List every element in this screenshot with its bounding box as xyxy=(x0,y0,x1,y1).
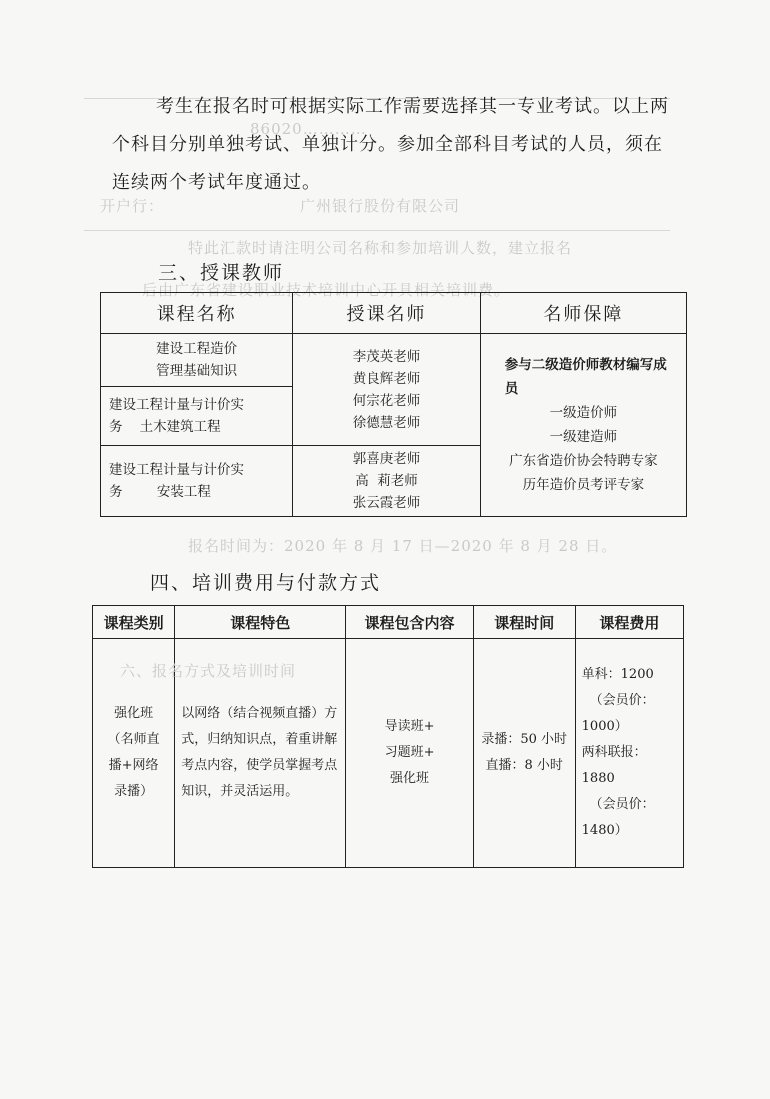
course-line: 建设工程造价 xyxy=(156,341,238,357)
category-line: 强化班 xyxy=(114,706,154,721)
content-line: 强化班 xyxy=(390,771,430,786)
bleed-text: 开户行： xyxy=(100,197,165,215)
table-header-row xyxy=(93,606,684,639)
header-cell: 课程特色 xyxy=(175,606,346,639)
section-heading-teachers: 三、授课教师 xyxy=(158,262,285,284)
header-cell: 课程费用 xyxy=(575,606,683,639)
teacher-name: 郭喜庚老师 xyxy=(352,451,421,467)
header-cell: 课程名称 xyxy=(101,293,293,334)
time-cell xyxy=(473,639,575,868)
guarantee-item: 一级建造师 xyxy=(549,429,618,445)
category-line: （名师直 xyxy=(107,732,160,747)
guarantee-item: 广东省造价协会特聘专家 xyxy=(509,453,658,469)
guarantee-item: 一级造价师 xyxy=(549,405,618,421)
fee-line: 两科联报： xyxy=(581,745,647,760)
fee-line: 1000） xyxy=(581,719,628,734)
course-line: 建设工程计量与计价实 xyxy=(109,462,244,478)
fee-line: （会员价： xyxy=(589,693,655,708)
teacher-name: 黄良辉老师 xyxy=(352,370,421,387)
bleed-text: 六、报名方式及培训时间 xyxy=(120,662,297,680)
bleed-rule xyxy=(84,230,670,231)
content-cell xyxy=(346,639,473,868)
teachers-cell xyxy=(293,446,481,517)
course-cell xyxy=(101,334,293,387)
course-line: 管理基础知识 xyxy=(156,363,238,379)
teacher-name: 李茂英老师 xyxy=(352,348,421,365)
teachers-cell xyxy=(293,334,481,446)
fee-line: 1880 xyxy=(581,771,615,786)
course-cell xyxy=(101,446,293,517)
table-row xyxy=(101,334,687,387)
header-cell: 授课名师 xyxy=(293,293,481,334)
teacher-name: 张云霞老师 xyxy=(352,495,421,511)
time-line: 直播：8 小时 xyxy=(485,758,563,773)
fee-line: 单科：1200 xyxy=(581,667,654,682)
bleed-text: 后由广东省建设职业技术培训中心开具相关培训费。 xyxy=(142,281,511,299)
fee-line: （会员价： xyxy=(589,797,655,812)
guarantee-cell xyxy=(480,334,686,517)
course-line: 务 土木建筑工程 xyxy=(109,419,221,435)
category-line: 录播） xyxy=(114,784,154,799)
bleed-text: 86020………… xyxy=(250,120,367,138)
teacher-name: 徐德慧老师 xyxy=(352,414,421,431)
course-line: 建设工程计量与计价实 xyxy=(109,397,244,413)
bleed-text: 特此汇款时请注明公司名称和参加培训人数，建立报名 xyxy=(188,239,573,257)
header-cell: 名师保障 xyxy=(480,293,686,334)
content-line: 导读班+ xyxy=(384,719,435,734)
course-cell xyxy=(101,387,293,446)
time-line: 录播：50 小时 xyxy=(481,732,568,747)
bleed-text: 广州银行股份有限公司 xyxy=(300,197,461,215)
content-line: 习题班+ xyxy=(384,745,435,760)
section-heading-fees: 四、培训费用与付款方式 xyxy=(150,572,382,594)
course-line: 务 安装工程 xyxy=(109,484,211,500)
fee-cell xyxy=(575,639,683,868)
feature-cell: 以网络（结合视频直播）方式，归纳知识点，着重讲解考点内容，使学员掌握考点知识，并灵活运用。 xyxy=(175,639,346,868)
table-header-row xyxy=(101,293,687,334)
bleed-text: 报名时间为：2020 年 8 月 17 日—2020 年 8 月 28 日。 xyxy=(188,537,618,555)
fee-line: 1480） xyxy=(581,823,628,838)
fees-table xyxy=(92,605,684,868)
header-cell: 课程时间 xyxy=(473,606,575,639)
category-line: 播+网络 xyxy=(108,758,159,773)
teacher-name: 高 莉老师 xyxy=(355,473,418,489)
guarantee-title: 参与二级造价师教材编写成员 xyxy=(504,357,667,397)
teachers-table xyxy=(100,292,687,517)
header-cell: 课程包含内容 xyxy=(346,606,473,639)
guarantee-item: 历年造价员考评专家 xyxy=(522,477,645,493)
intro-paragraph: 考生在报名时可根据实际工作需要选择其一专业考试。以上两个科目分别单独考试、单独计分。参加全部科目考试的人员，须在连续两个考试年度通过。 xyxy=(112,96,669,193)
teacher-name: 何宗花老师 xyxy=(352,392,421,409)
header-cell: 课程类别 xyxy=(93,606,175,639)
